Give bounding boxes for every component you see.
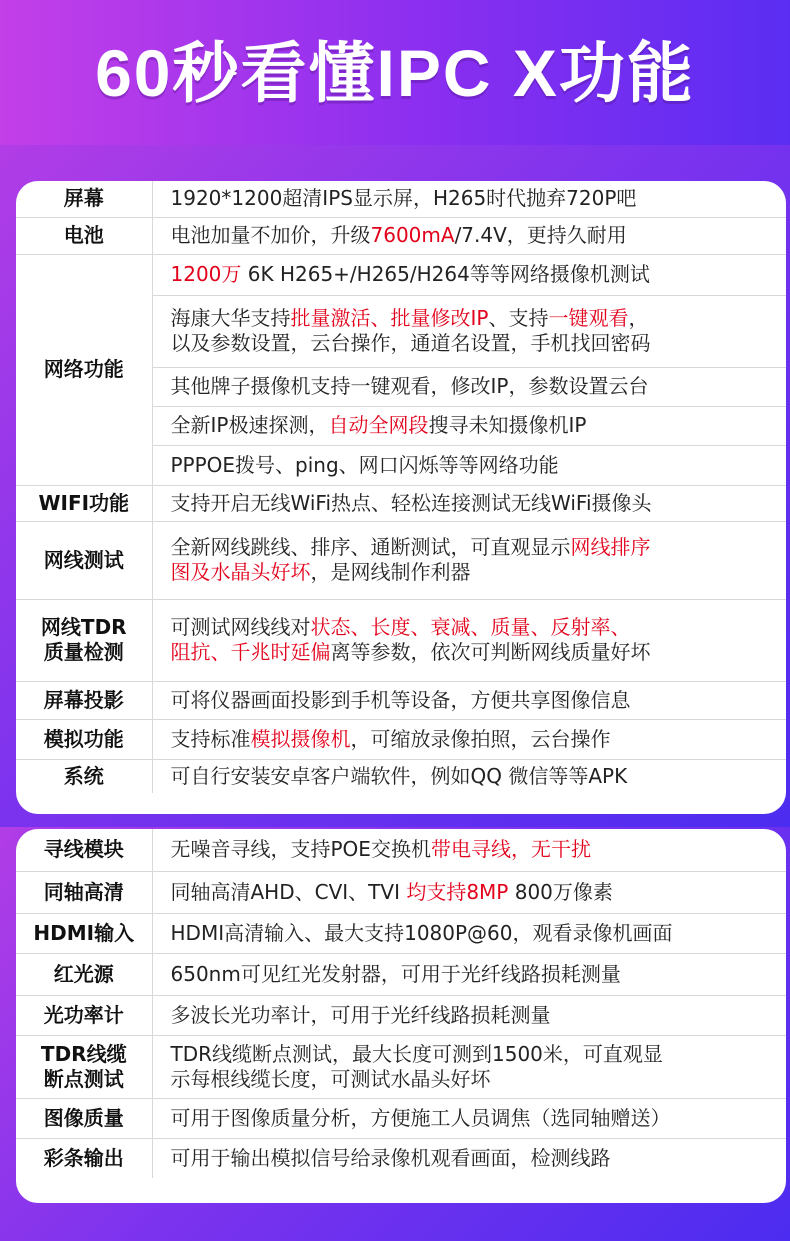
table-row xyxy=(16,1138,786,1178)
plain-text: 可测试网线线对 xyxy=(170,615,311,639)
plain-text: 无噪音寻线，支持POE交换机 xyxy=(170,837,431,862)
feature-card-extra xyxy=(16,829,786,1203)
description-line xyxy=(171,374,787,399)
description-line xyxy=(171,306,787,331)
description-line xyxy=(171,186,787,211)
plain-text: HDMI高清输入、最大支持1080P@60，观看录像机画面 xyxy=(170,920,673,945)
row-description xyxy=(152,759,786,793)
plain-text: 搜寻未知摄像机IP xyxy=(428,413,587,437)
highlight-text: 带电寻线，无干扰 xyxy=(430,837,591,862)
description-line xyxy=(171,413,787,438)
row-description xyxy=(152,599,786,681)
table-row xyxy=(16,254,786,295)
plain-text: 可将仪器画面投影到手机等设备，方便共享图像信息 xyxy=(170,687,631,712)
highlight-text: 模拟摄像机 xyxy=(250,726,351,751)
highlight-text: 网线排序 xyxy=(570,535,651,559)
plain-text: 可用于输出模拟信号给录像机观看画面，检测线路 xyxy=(170,1145,611,1170)
description-line xyxy=(171,615,787,640)
plain-text: 、支持 xyxy=(488,306,549,330)
plain-text: 同轴高清AHD、CVI、TVI xyxy=(170,879,407,904)
description-line xyxy=(171,223,787,248)
row-label xyxy=(16,254,152,485)
row-label-line: 网线TDR xyxy=(40,615,127,639)
description-line xyxy=(171,1003,787,1028)
header-banner xyxy=(0,0,790,145)
row-description xyxy=(152,953,786,995)
table-row xyxy=(16,953,786,995)
row-label-line: 寻线模块 xyxy=(43,837,124,862)
feature-card-main xyxy=(16,181,786,814)
description-line xyxy=(171,560,787,585)
row-label xyxy=(16,1098,152,1138)
plain-text: 1920*1200超清IPS显示屏，H265时代抛弃720P吧 xyxy=(170,186,637,211)
plain-text: 650nm可见红光发射器，可用于光纤线路损耗测量 xyxy=(170,961,621,986)
description-line xyxy=(171,727,787,752)
row-label-line: HDMI输入 xyxy=(33,920,135,945)
description-line xyxy=(171,1106,787,1131)
plain-text: ，是网线制作利器 xyxy=(310,560,471,584)
row-description xyxy=(152,406,786,445)
highlight-text: 图及水晶头好坏 xyxy=(170,560,311,584)
table-row xyxy=(16,759,786,793)
row-description xyxy=(152,829,786,871)
description-line xyxy=(171,1042,787,1067)
row-label xyxy=(16,521,152,599)
table-row xyxy=(16,681,786,719)
plain-text: 800万像素 xyxy=(508,879,613,904)
highlight-text: 一键观看 xyxy=(548,306,629,330)
row-label xyxy=(16,995,152,1035)
plain-text: 多波长光功率计，可用于光纤线路损耗测量 xyxy=(170,1002,551,1027)
highlight-text: 1200万 xyxy=(170,262,242,286)
row-description xyxy=(152,181,786,217)
row-label-line: 模拟功能 xyxy=(43,726,124,751)
plain-text: 支持标准 xyxy=(170,726,251,751)
row-description xyxy=(152,485,786,521)
description-line xyxy=(171,764,787,789)
row-description xyxy=(152,217,786,254)
plain-text: 全新IP极速探测， xyxy=(170,413,329,437)
plain-text: ，可缩放录像拍照，云台操作 xyxy=(350,726,611,751)
description-line xyxy=(171,640,787,665)
plain-text: 全新网线跳线、排序、通断测试，可直观显示 xyxy=(170,535,571,559)
feature-table-main xyxy=(16,181,786,793)
row-description xyxy=(152,871,786,913)
plain-text: ， xyxy=(628,306,649,330)
table-row xyxy=(16,913,786,953)
description-line xyxy=(171,453,787,478)
row-description xyxy=(152,367,786,406)
description-line xyxy=(171,1067,787,1092)
row-label xyxy=(16,759,152,793)
description-line xyxy=(171,262,787,287)
row-description xyxy=(152,295,786,367)
plain-text: 可自行安装安卓客户端软件，例如QQ 微信等等APK xyxy=(170,763,628,788)
table-row xyxy=(16,1035,786,1098)
plain-text: 其他牌子摄像机支持一键观看，修改IP，参数设置云台 xyxy=(170,374,649,398)
table-row xyxy=(16,485,786,521)
row-description xyxy=(152,254,786,295)
row-label-line: 屏幕 xyxy=(63,186,104,211)
row-label-line: 彩条输出 xyxy=(43,1145,124,1170)
row-label-line: 光功率计 xyxy=(43,1002,124,1027)
row-label-line: 断点测试 xyxy=(43,1066,124,1091)
plain-text: 示每根线缆长度，可测试水晶头好坏 xyxy=(170,1066,491,1091)
plain-text: 海康大华支持 xyxy=(170,306,291,330)
highlight-text: 均支持8MP xyxy=(406,879,509,904)
row-label xyxy=(16,871,152,913)
row-label-line: TDR线缆 xyxy=(40,1041,127,1066)
table-row xyxy=(16,871,786,913)
row-label xyxy=(16,1138,152,1178)
row-description xyxy=(152,681,786,719)
plain-text: 离等参数，依次可判断网线质量好坏 xyxy=(330,640,651,664)
highlight-text: 批量激活、批量修改IP xyxy=(290,306,489,330)
highlight-text: 自动全网段 xyxy=(328,413,429,437)
row-label xyxy=(16,953,152,995)
row-label-line: 系统 xyxy=(63,763,104,788)
table-row xyxy=(16,181,786,217)
plain-text: 6K H265+/H265/H264等等网络摄像机测试 xyxy=(241,262,650,286)
row-label-line: WIFI功能 xyxy=(38,490,130,515)
plain-text: TDR线缆断点测试，最大长度可测到1500米，可直观显 xyxy=(170,1041,663,1066)
plain-text: 电池加量不加价，升级 xyxy=(170,223,371,247)
plain-text: PPPOE拨号、ping、网口闪烁等等网络功能 xyxy=(170,452,559,477)
row-description xyxy=(152,995,786,1035)
row-label xyxy=(16,181,152,217)
row-label-line: 同轴高清 xyxy=(43,879,124,904)
highlight-text: 阻抗、千兆时延偏 xyxy=(170,640,331,664)
row-description xyxy=(152,913,786,953)
row-label-line: 网线测试 xyxy=(43,547,124,572)
table-row xyxy=(16,829,786,871)
row-label-line: 图像质量 xyxy=(43,1105,124,1130)
plain-text: 以及参数设置，云台操作，通道名设置，手机找回密码 xyxy=(170,331,651,355)
table-row xyxy=(16,599,786,681)
description-line xyxy=(171,837,787,862)
description-line xyxy=(171,688,787,713)
row-description xyxy=(152,1098,786,1138)
plain-text: 可用于图像质量分析，方便施工人员调焦（选同轴赠送） xyxy=(170,1105,671,1130)
description-line xyxy=(171,1146,787,1171)
row-label xyxy=(16,681,152,719)
table-row xyxy=(16,521,786,599)
row-description xyxy=(152,521,786,599)
row-label xyxy=(16,1035,152,1098)
row-label xyxy=(16,599,152,681)
description-line xyxy=(171,331,787,356)
table-row xyxy=(16,1098,786,1138)
row-label xyxy=(16,913,152,953)
row-description xyxy=(152,719,786,759)
row-label xyxy=(16,829,152,871)
row-label-line: 网络功能 xyxy=(43,357,124,381)
description-line xyxy=(171,535,787,560)
description-line xyxy=(171,962,787,987)
description-line xyxy=(171,880,787,905)
plain-text: /7.4V，更持久耐用 xyxy=(454,223,627,247)
highlight-text: 状态、长度、衰减、质量、反射率、 xyxy=(310,615,631,639)
row-description xyxy=(152,1138,786,1178)
row-label-line: 红光源 xyxy=(53,961,114,986)
table-row xyxy=(16,217,786,254)
description-line xyxy=(171,491,787,516)
row-label xyxy=(16,485,152,521)
page-title: 60秒看懂IPC X功能 xyxy=(95,36,695,110)
row-label-line: 电池 xyxy=(63,223,104,247)
table-row xyxy=(16,995,786,1035)
row-description xyxy=(152,1035,786,1098)
row-description xyxy=(152,445,786,485)
highlight-text: 7600mA xyxy=(370,223,455,247)
row-label-line: 质量检测 xyxy=(43,640,124,664)
row-label xyxy=(16,217,152,254)
row-label-line: 屏幕投影 xyxy=(43,687,124,712)
description-line xyxy=(171,921,787,946)
row-label xyxy=(16,719,152,759)
feature-table-extra xyxy=(16,829,786,1178)
table-row xyxy=(16,719,786,759)
plain-text: 支持开启无线WiFi热点、轻松连接测试无线WiFi摄像头 xyxy=(170,490,652,515)
